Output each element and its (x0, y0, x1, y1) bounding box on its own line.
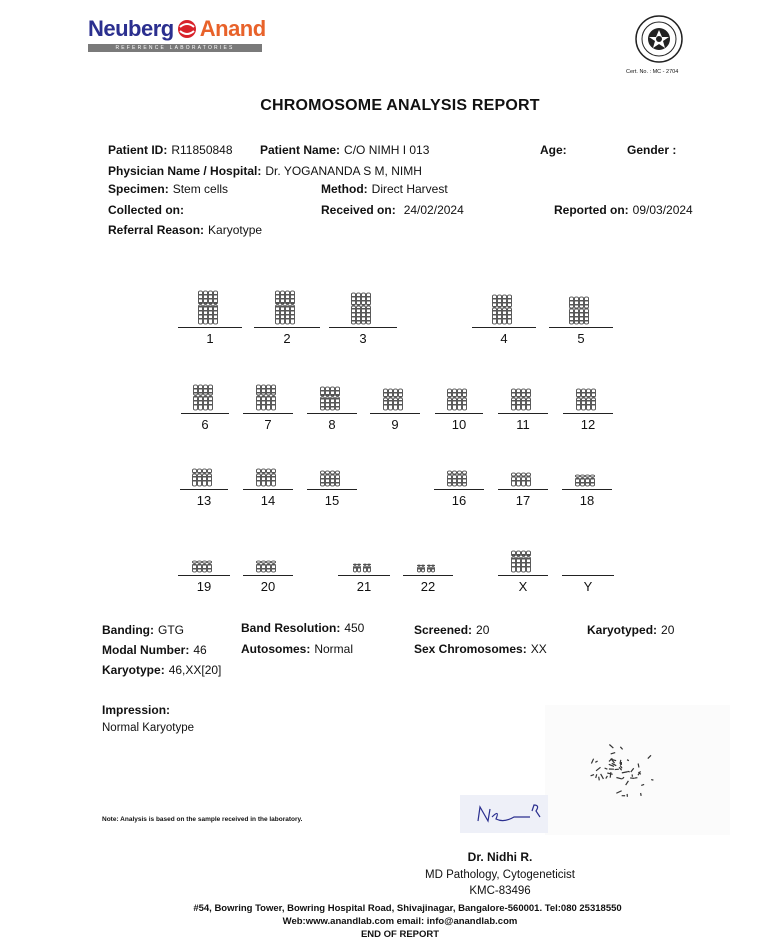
karyogram-baseline-20 (243, 575, 293, 576)
karyogram-label-3: 3 (359, 331, 367, 346)
metaphase-chromosome (616, 778, 622, 779)
logo-tagline: REFERENCE LABORATORIES (88, 44, 262, 52)
metaphase-chromosome (609, 745, 613, 749)
sex-chromosomes (414, 642, 547, 656)
logo-name-1: Neuberg (88, 16, 174, 41)
karyogram-label-X: X (518, 579, 528, 594)
karyogram-label-19: 19 (196, 579, 212, 594)
impression-text: Normal Karyotype (102, 722, 195, 734)
metaphase-chromosome (611, 753, 616, 754)
sex-value: XX (530, 642, 547, 656)
metaphase-chromosome (616, 791, 621, 794)
karyogram-label-15: 15 (324, 493, 340, 508)
karyogram-label-22: 22 (420, 579, 436, 594)
chromosome-pair-1 (198, 290, 222, 326)
footer-address: #54, Bowring Tower, Bowring Hospital Road, Shivajinagar, Bangalore-560001. Tel:080 25318550 (193, 903, 622, 914)
disclaimer-note: Note: Analysis is based on the sample received in the laboratory. (102, 816, 303, 823)
karyogram-label-5: 5 (577, 331, 585, 346)
screened-value: 20 (476, 623, 490, 637)
karyogram-baseline-6 (181, 413, 229, 414)
metaphase-chromosome (651, 780, 653, 781)
karyogram-label-8: 8 (328, 417, 336, 432)
karyogram-baseline-2 (254, 327, 320, 328)
karyogram-baseline-22 (403, 575, 453, 576)
karyogram-baseline-21 (338, 575, 390, 576)
karyogram-baseline-12 (563, 413, 613, 414)
karyotyped-value: 20 (661, 623, 675, 637)
age-label: Age: (540, 143, 567, 157)
karyogram-label-6: 6 (201, 417, 209, 432)
chromosome-pair-7 (256, 384, 280, 412)
collected-label: Collected on: (108, 203, 185, 217)
karyogram-label-13: 13 (196, 493, 212, 508)
chromosome-pair-14 (256, 468, 280, 488)
karyogram-label-1: 1 (206, 331, 214, 346)
metaphase-chromosome (595, 761, 597, 762)
physician-value: Dr. YOGANANDA S M, NIMH (265, 164, 422, 178)
karyogram-baseline-16 (434, 489, 484, 490)
chromosome-pair-4 (492, 294, 516, 326)
signatory-reg: KMC-83496 (469, 885, 531, 897)
method-value: Direct Harvest (371, 182, 448, 196)
footer-end: END OF REPORT (360, 929, 440, 940)
karyotyped-label: Karyotyped: (587, 623, 658, 637)
chromosome-pair-20 (256, 560, 280, 574)
karyogram-baseline-7 (243, 413, 293, 414)
autosomes (241, 642, 353, 656)
metaphase-chromosome (620, 747, 622, 750)
report-title: CHROMOSOME ANALYSIS REPORT (260, 97, 540, 114)
signatory-name: Dr. Nidhi R. (467, 850, 533, 864)
referral-value: Karyotype (208, 223, 263, 237)
karyogram-label-16: 16 (451, 493, 467, 508)
band-res-label: Band Resolution: (241, 621, 341, 635)
signatory-qualification: MD Pathology, Cytogeneticist (425, 869, 575, 881)
metaphase-chromosome (606, 776, 608, 779)
karyogram-baseline-8 (307, 413, 357, 414)
chromosome-pair-19 (192, 560, 216, 574)
sex-label: Sex Chromosomes: (414, 642, 527, 656)
karyogram-label-7: 7 (264, 417, 272, 432)
modal-label: Modal Number: (102, 643, 190, 657)
karyogram-label-18: 18 (579, 493, 595, 508)
karyotype (102, 663, 221, 677)
chromosome-pair-X (511, 550, 535, 574)
karyotype-value: 46,XX[20] (168, 663, 222, 677)
karyogram-label-2: 2 (283, 331, 291, 346)
metaphase-chromosome (631, 768, 634, 772)
patient-name-value: C/O NIMH I 013 (344, 143, 430, 157)
autosomes-label: Autosomes: (241, 642, 311, 656)
karyogram-baseline-19 (178, 575, 230, 576)
metaphase-chromosome (638, 764, 639, 768)
metaphase-chromosome (610, 772, 611, 778)
metaphase-spread-image (545, 705, 730, 835)
referral-label: Referral Reason: (108, 223, 205, 237)
metaphase-chromosome (591, 775, 594, 776)
received-label: Received on: (321, 203, 396, 217)
karyogram-baseline-9 (370, 413, 420, 414)
karyogram-label-20: 20 (260, 579, 276, 594)
reported-label: Reported on: (554, 203, 629, 217)
karyogram-baseline-5 (549, 327, 613, 328)
cert-number: Cert. No. : MC - 2704 (626, 69, 679, 75)
chromosome-pair-6 (193, 384, 217, 412)
chromosome-pair-17 (511, 472, 535, 488)
karyogram-label-10: 10 (451, 417, 467, 432)
karyogram-baseline-18 (562, 489, 612, 490)
band-resolution (241, 621, 364, 635)
chromosome-pair-12 (576, 388, 600, 412)
specimen-value: Stem cells (172, 182, 229, 196)
karyotype-label: Karyotype: (102, 663, 165, 677)
karyogram-label-9: 9 (391, 417, 399, 432)
banding (102, 623, 184, 637)
received-value: 24/02/2024 (403, 203, 464, 217)
metaphase-chromosome (607, 773, 612, 774)
karyogram-label-11: 11 (516, 417, 530, 432)
metaphase-chromosome (610, 759, 616, 761)
chromosome-pair-15 (320, 470, 344, 488)
karyogram-label-Y: Y (583, 579, 593, 594)
chromosome-pair-5 (569, 296, 593, 326)
karyogram-label-17: 17 (515, 493, 531, 508)
chromosome-pair-8 (320, 386, 344, 412)
chromosome-pair-11 (511, 388, 535, 412)
metaphase-chromosome (591, 759, 593, 764)
modal-number (102, 643, 207, 657)
footer-web: Web:www.anandlab.com email: info@anandlab.com (282, 916, 518, 927)
patient-name-label: Patient Name: (260, 143, 341, 157)
screened (414, 623, 489, 637)
karyotyped (587, 623, 674, 637)
metaphase-chromosome (626, 781, 629, 785)
band-res-value: 450 (344, 621, 365, 635)
chromosome-pair-18 (575, 474, 599, 488)
chromosome-pair-3 (351, 292, 375, 326)
method-label: Method: (321, 182, 368, 196)
signature-image (460, 795, 548, 833)
karyogram-baseline-4 (472, 327, 536, 328)
karyogram-baseline-10 (435, 413, 483, 414)
metaphase-chromosome (601, 774, 604, 779)
chromosome-pair-21 (352, 563, 376, 574)
karyogram-baseline-X (498, 575, 548, 576)
karyogram-baseline-1 (178, 327, 242, 328)
karyogram-baseline-15 (307, 489, 357, 490)
metaphase-chromosome (596, 767, 600, 771)
gender-label: Gender : (627, 143, 677, 157)
metaphase-chromosome (627, 760, 629, 761)
metaphase-chromosome (596, 774, 597, 778)
metaphase-chromosome (641, 784, 644, 785)
logo-name-2: Anand (199, 16, 266, 41)
chromosome-pair-13 (192, 468, 216, 488)
karyogram-baseline-17 (498, 489, 548, 490)
chromosome-pair-22 (416, 564, 440, 574)
metaphase-chromosome (605, 768, 608, 769)
metaphase-chromosome (620, 763, 621, 765)
patient-id-value: R11850848 (171, 143, 233, 157)
reported-value: 09/03/2024 (632, 203, 693, 217)
karyogram-label-14: 14 (260, 493, 276, 508)
karyogram-baseline-Y (562, 575, 614, 576)
impression-label: Impression: (102, 703, 171, 717)
metaphase-chromosome (622, 777, 624, 779)
modal-value: 46 (193, 643, 207, 657)
karyogram-label-4: 4 (500, 331, 508, 346)
karyogram-baseline-14 (243, 489, 293, 490)
chromosome-pair-10 (447, 388, 471, 412)
chromosome-pair-16 (447, 470, 471, 488)
metaphase-chromosome (622, 772, 628, 773)
karyogram-baseline-3 (329, 327, 397, 328)
chromosome-pair-9 (383, 388, 407, 412)
screened-label: Screened: (414, 623, 473, 637)
autosomes-value: Normal (314, 642, 354, 656)
banding-value: GTG (158, 623, 184, 637)
specimen-label: Specimen: (108, 182, 169, 196)
patient-id-label: Patient ID: (108, 143, 168, 157)
karyogram-baseline-13 (180, 489, 228, 490)
karyogram-baseline-11 (498, 413, 548, 414)
banding-label: Banding: (102, 623, 154, 637)
metaphase-chromosome (599, 777, 600, 781)
chromosome-pair-2 (275, 290, 299, 326)
metaphase-chromosome (628, 771, 630, 772)
karyogram-label-21: 21 (356, 579, 372, 594)
metaphase-chromosome (648, 755, 651, 758)
karyogram-label-12: 12 (580, 417, 596, 432)
physician-label: Physician Name / Hospital: (108, 164, 262, 178)
